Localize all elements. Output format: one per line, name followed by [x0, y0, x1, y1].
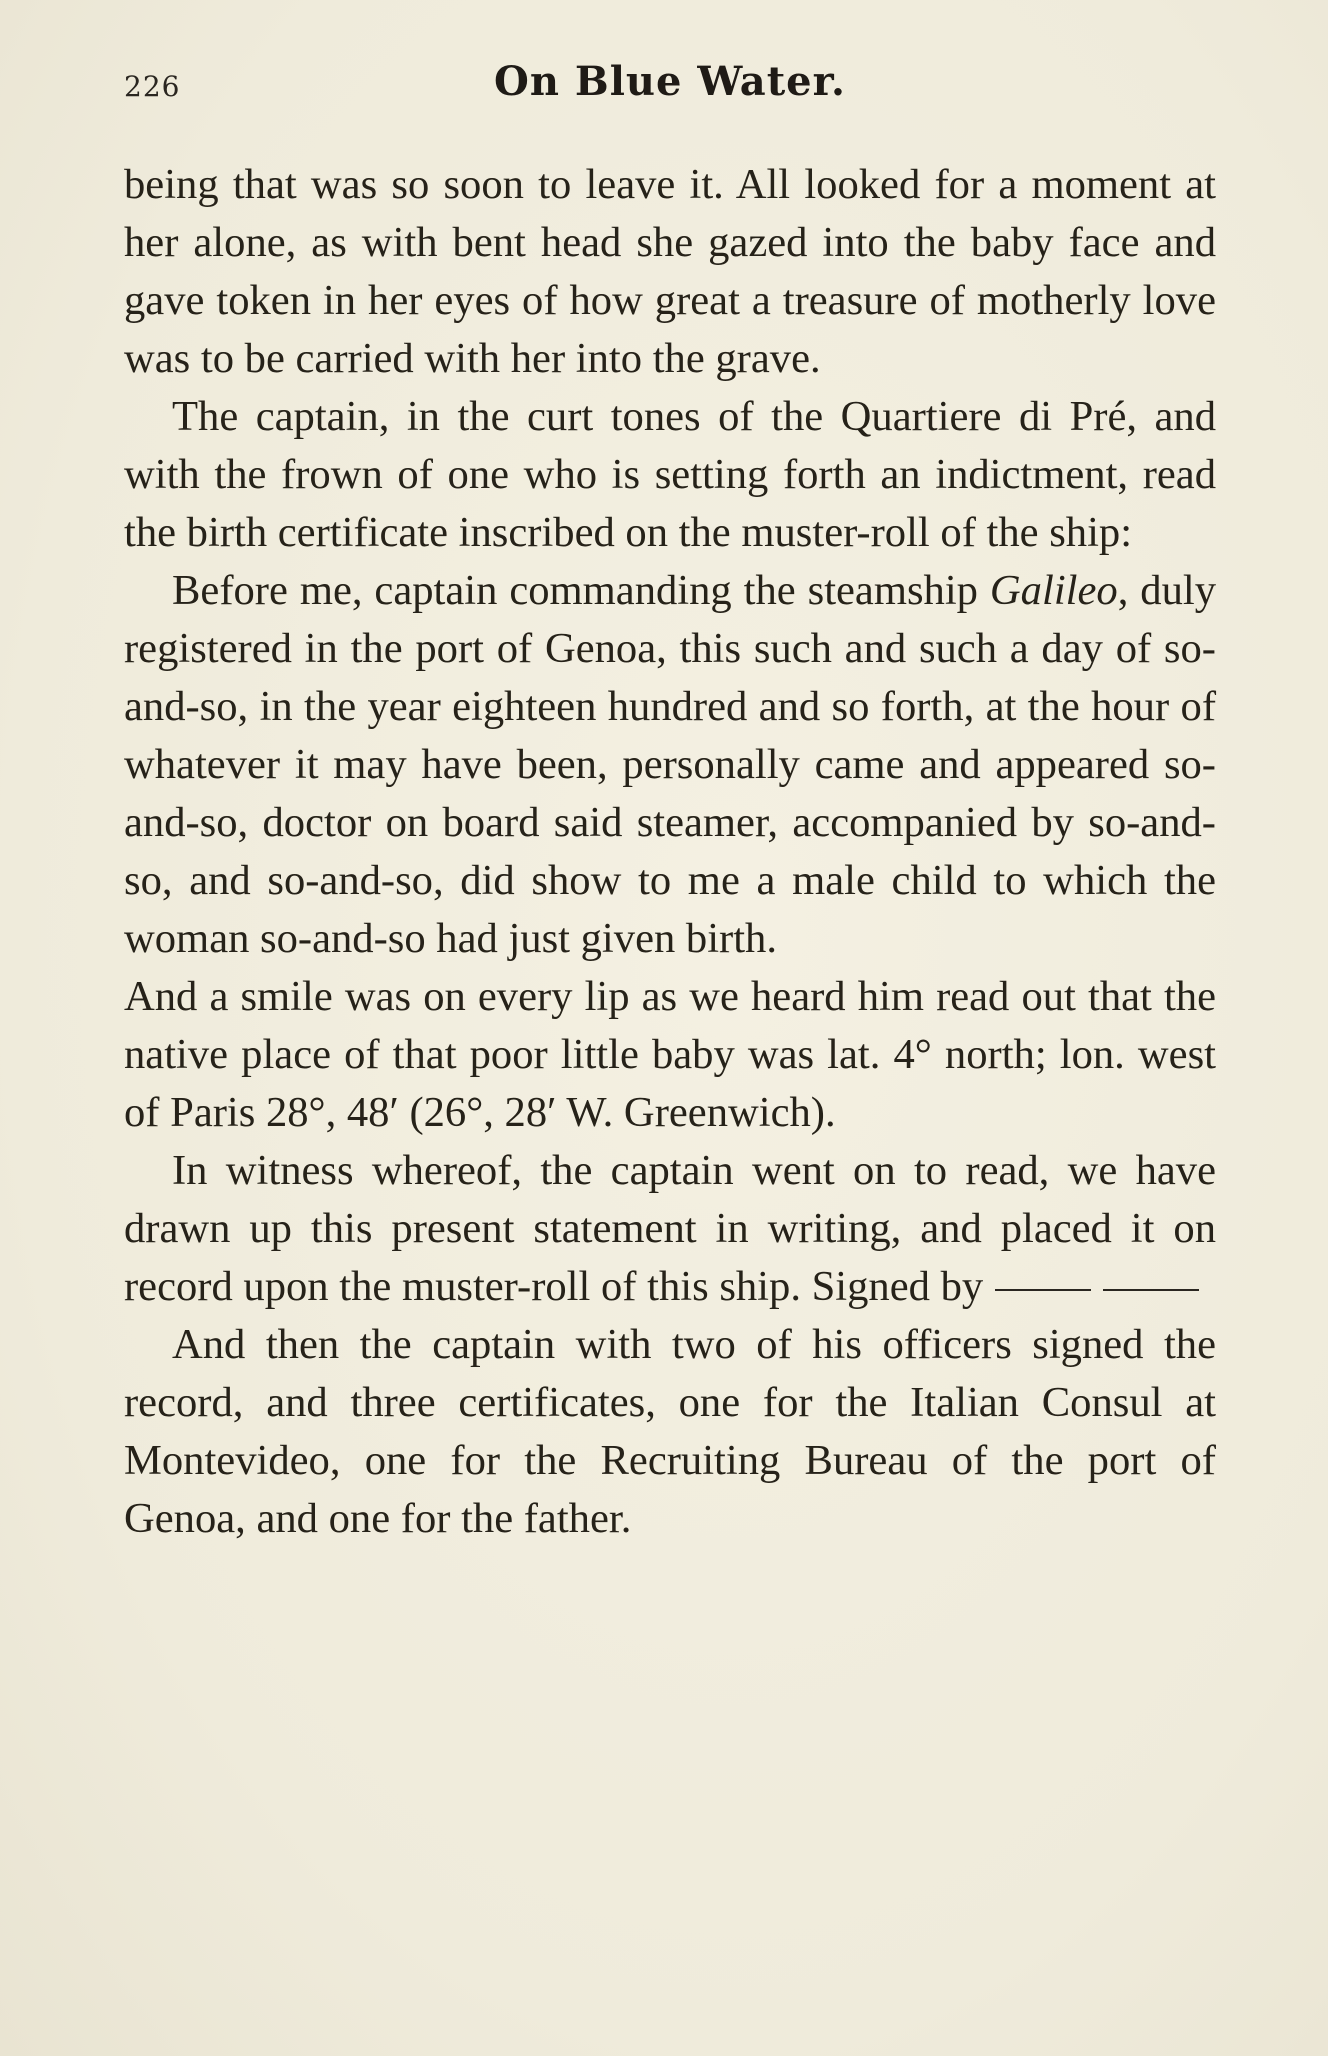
- ship-name: Galileo: [989, 567, 1118, 614]
- paragraph-3-start: Before me, captain commanding the steamship: [172, 567, 978, 614]
- signature-blank-2: [1103, 1289, 1199, 1291]
- running-title: On Blue Water.: [494, 58, 846, 105]
- paragraph-4: And a smile was on every lip as we heard him read out that the native place of that poor little baby was lat. 4° north; lon. west of Paris 28°, 48′ (26°, 28′ W. Greenwich).: [124, 973, 1216, 1136]
- signature-blank-1: [995, 1289, 1091, 1291]
- paragraph-2: The captain, in the curt tones of the Quartiere di Pré, and with the frown of one who is setting forth an indictment, read the birth certificate inscribed on the muster-roll of the ship:: [124, 393, 1216, 556]
- body-text: [124, 156, 1216, 1548]
- paragraph-3: [124, 562, 1216, 968]
- paragraph-6: And then the captain with two of his officers signed the record, and three certificates, one for the Italian Consul at Montevideo, one for the Recruiting Bureau of the port of Genoa, and one for the father.: [124, 1321, 1216, 1542]
- paragraph-3-rest: , duly registered in the port of Genoa, this such and such a day of so-and-so, in the year eighteen hundred and so forth, at the hour of whatever it may have been, personally came and appeared so-and-so, doctor on board said steamer, accompanied by so-and-so, and so-and-so, did show to me a male child to which the woman so-and-so had just given birth.: [124, 567, 1216, 962]
- paragraph-5: [124, 1142, 1216, 1316]
- page-header: [124, 58, 1216, 118]
- page-number: 226: [124, 70, 181, 103]
- paragraph-5-text: In witness whereof, the captain went on to read, we have drawn up this present statement in writing, and placed it on record upon the muster-roll of this ship. Signed by: [124, 1147, 1216, 1310]
- paragraph-1: being that was so soon to leave it. All looked for a moment at her alone, as with bent head she gazed into the baby face and gave token in her eyes of how great a treasure of motherly love was to be carried with her into the grave.: [124, 161, 1216, 382]
